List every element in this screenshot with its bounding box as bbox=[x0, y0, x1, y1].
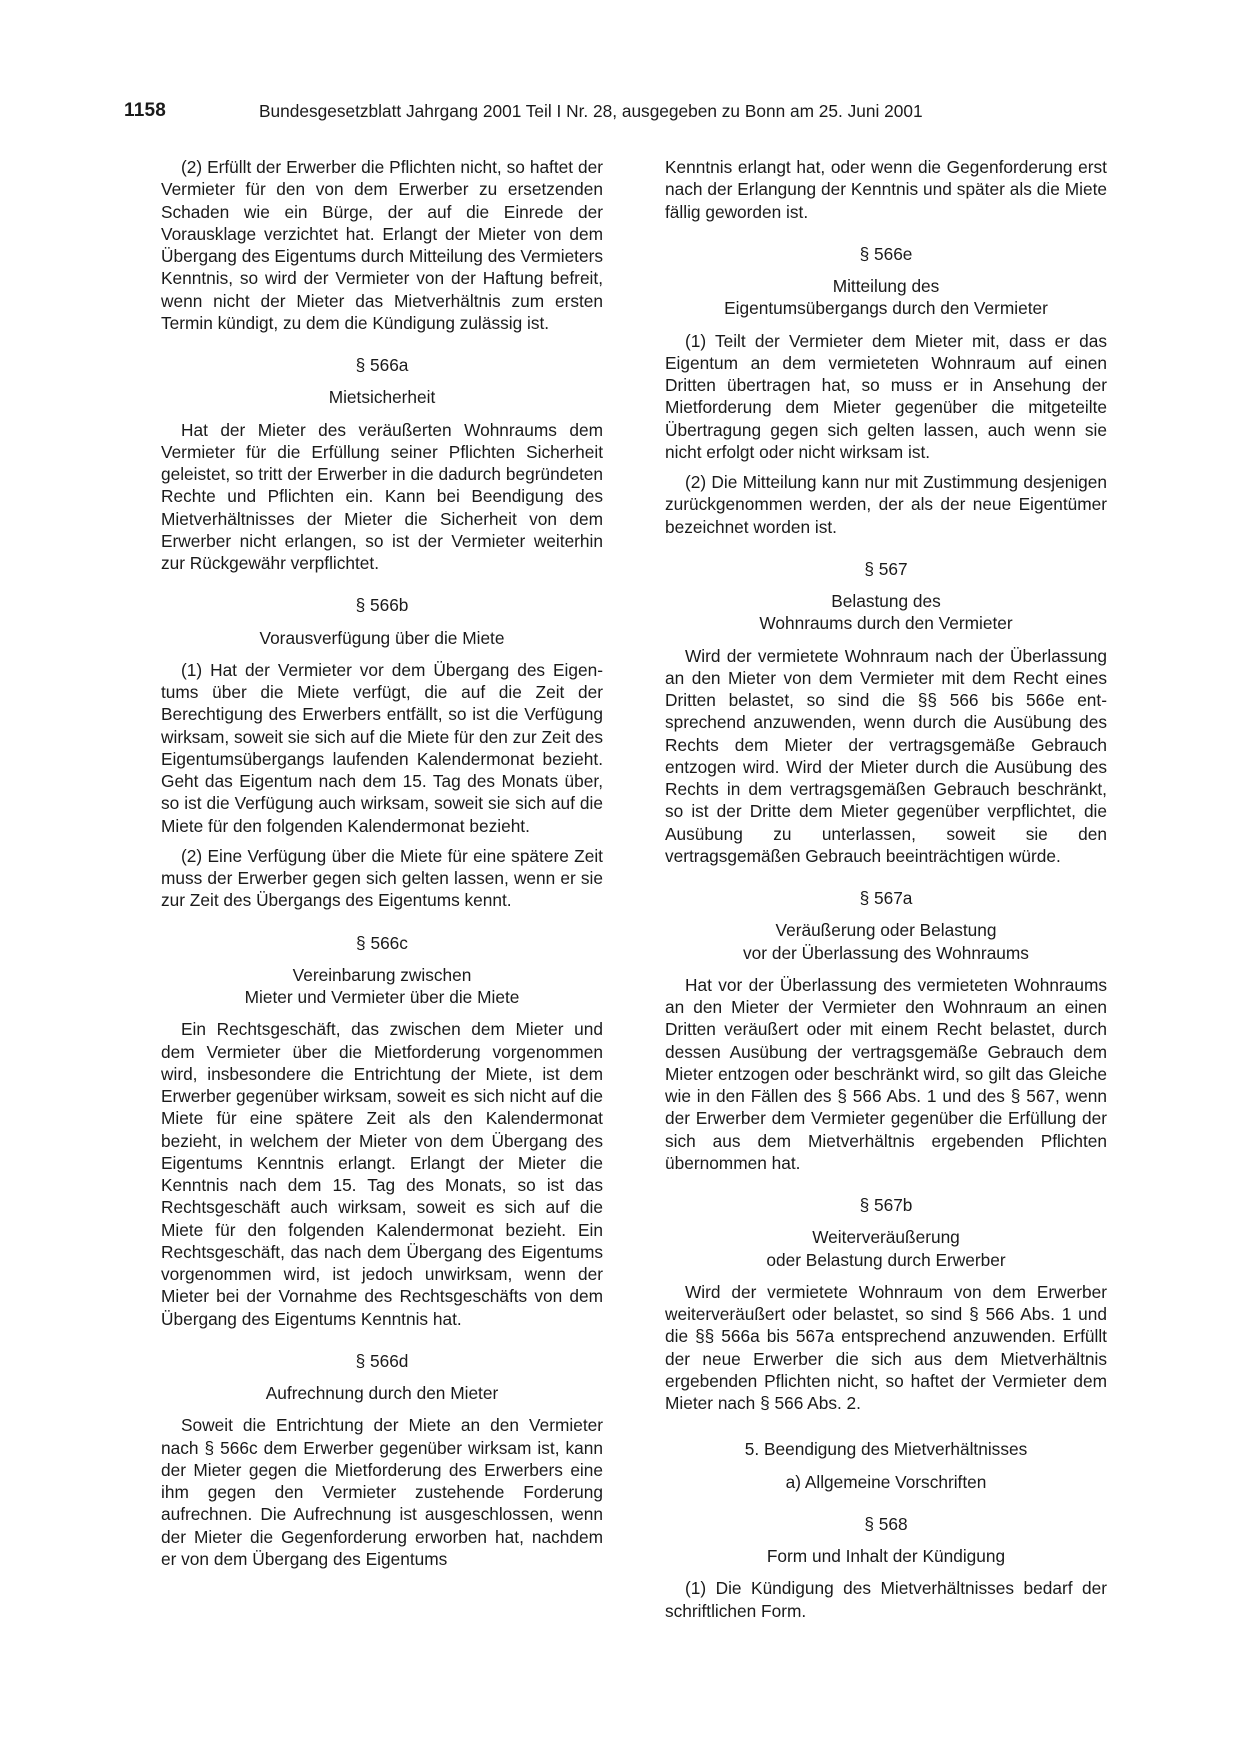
section-567a-number: § 567a bbox=[859, 888, 913, 908]
section-567-number: § 567 bbox=[864, 558, 908, 579]
section-567-title-line-1: Belastung des bbox=[831, 591, 941, 611]
section-566b-title: Vorausverfügung über die Miete bbox=[259, 627, 505, 648]
section-566c-title-line-2: Mieter und Vermieter über die Miete bbox=[244, 987, 520, 1007]
section-566e-title-line-1: Mitteilung des bbox=[832, 276, 940, 296]
section-567b-title bbox=[665, 1226, 1107, 1271]
section-566b-number: § 566b bbox=[355, 595, 409, 616]
section-566a-text: Hat der Mieter des veräußerten Wohnraums dem Vermieter für die Erfüllung seiner Pflichten Sicherheit geleistet, so tritt der Erwerber in die dadurch begründeten Rechte und Pflichten ein. Kann bei Beendigung des Mietverhältnisses der Mieter die Sicherheit von dem Erwerber nicht erlangen, so ist der Vermieter weiterhin zur Rückgewähr verpflichtet. bbox=[161, 419, 603, 573]
section-566e-title bbox=[665, 275, 1107, 320]
section-567a-title-line-1: Veräußerung oder Belastung bbox=[775, 920, 997, 941]
left-column bbox=[161, 156, 603, 1578]
section-567b-number: § 567b bbox=[859, 1195, 913, 1215]
section-567a-title-line-2: vor der Überlassung des Wohnraums bbox=[743, 942, 1029, 963]
section-566e-title-line-2: Eigentumsübergangs durch den Vermieter bbox=[724, 298, 1048, 319]
section-566d-number: § 566d bbox=[355, 1350, 409, 1371]
section-567-title bbox=[665, 590, 1107, 635]
section-568-title: Form und Inhalt der Kündigung bbox=[766, 1546, 1006, 1566]
section-566d-text-continued: Kenntnis erlangt hat, oder wenn die Gegenforderung erst nach der Erlangung der Kenntnis und später als die Miete fällig geworden ist. bbox=[665, 157, 1107, 222]
section-566e-paragraph-2: (2) Die Mitteilung kann nur mit Zustimmung desjenigen zurückgenommen werden, der als der neue Eigentümer bezeichnet worden ist. bbox=[665, 472, 1107, 537]
section-567b-title-line-1: Weiterveräußerung bbox=[812, 1227, 960, 1248]
page-number: 1158 bbox=[124, 100, 167, 121]
section-566c-title-line-1: Vereinbarung zwischen bbox=[292, 964, 472, 985]
section-566b-paragraph-2: (2) Eine Verfügung über die Miete für eine spätere Zeit muss der Erwerber gegen sich gelten lassen, wenn er sie zur Zeit des Übergangs des Eigentums kennt. bbox=[161, 845, 603, 911]
section-567a-title bbox=[665, 919, 1107, 964]
section-567-text: Wird der vermietete Wohnraum nach der Überlassung an den Mieter von dem Vermieter mit dem Recht eines Dritten belastet, so sind die §§ 566 bis 566e entsprechend anzuwenden, wenn durch die Ausübung des Rechts dem Mieter der vertragsgemäße Gebrauch entzogen wird. Wird der Mieter durch die Ausübung des Rechts in dem vertragsgemäßen Gebrauch beschränkt, so ist der Dritte dem Mieter gegenüber verpflichtet, die Ausübung zu unterlassen, soweit sie den vertragsgemäßen Gebrauch beeinträchtigen würde. bbox=[665, 645, 1107, 866]
section-567a-text: Hat vor der Überlassung des vermieteten Wohnraums an den Mieter der Vermieter den Wohnraum an einen Dritten veräußert oder mit einem Recht belastet, durch dessen Ausübung der vertragsgemäße Gebrauch dem Mieter entzogen oder beschränkt wird, so gilt das Gleiche wie in den Fällen des § 566 Abs. 1 und des § 567, wenn der Erwerber dem Vermieter gegenüber die Erfüllung der sich aus dem Mietverhältnis ergebenden Pflichten übernommen hat. bbox=[665, 974, 1107, 1173]
section-567b-text: Wird der vermietete Wohnraum von dem Erwerber weiterveräußert oder belastet, so sind § 566 Abs. 1 und die §§ 566a bis 567a entsprechend anzuwenden. Erfüllt der neue Erwerber die sich aus dem Mietverhältnis ergebenden Pflichten nicht, so haftet der Vermieter dem Mieter nach § 566 Abs. 2. bbox=[665, 1281, 1107, 1413]
paragraph-566-2: (2) Erfüllt der Erwerber die Pflichten nicht, so haftet der Vermieter für den von dem Erwerber zu ersetzenden Schaden wie ein Bürge, der auf die Einrede der Vorausklage verzichtet hat. Erlangt der Mieter von dem Übergang des Eigentums durch Mitteilung des Vermieters Kenntnis, so wird der Vermieter von der Haftung befreit, wenn nicht der Mieter das Mietverhältnis zum ersten Termin kündigt, zu dem die Kündigung zulässig ist. bbox=[161, 157, 603, 333]
section-566c-title bbox=[161, 964, 603, 1009]
section-567b-title-line-2: oder Belastung durch Erwerber bbox=[766, 1249, 1006, 1270]
section-566a-title: Mietsicherheit bbox=[328, 387, 436, 408]
section-566d-text: Soweit die Entrichtung der Miete an den Vermieter nach § 566c dem Erwerber gegenüber wirksam ist, kann der Mieter gegen die Mietforderung des Erwerbers eine ihm gegen den Vermieter zustehende Forderung aufrechnen. Die Aufrechnung ist ausgeschlossen, wenn der Mieter die Gegenforderung erworben hat, nachdem er von dem Übergang des Eigentums bbox=[161, 1415, 603, 1569]
section-568-number: § 568 bbox=[864, 1513, 908, 1534]
right-column bbox=[665, 156, 1107, 1630]
chapter-heading: 5. Beendigung des Mietverhältnisses bbox=[744, 1439, 1028, 1460]
section-566b-paragraph-1: (1) Hat der Vermieter vor dem Übergang des Eigentums über die Miete verfügt, die auf die Zeit der Berechtigung des Erwerbers entfällt, so ist die Verfügung wirksam, soweit sie sich auf die Miete für den zur Zeit des Eigentumsübergangs laufenden Kalendermonat bezieht. Geht das Eigentum nach dem 15. Tag des Monats über, so ist die Verfügung auch wirksam, soweit sie sich auf die Miete für den folgenden Kalendermonat bezieht. bbox=[161, 659, 603, 836]
running-head: Bundesgesetzblatt Jahrgang 2001 Teil I Nr. 28, ausgegeben zu Bonn am 25. Juni 2001 bbox=[259, 101, 923, 121]
section-566c-text: Ein Rechtsgeschäft, das zwischen dem Mieter und dem Vermieter über die Mietforderung vorgenommen wird, insbesondere die Entrichtung der Miete, ist dem Erwerber gegenüber wirksam, soweit es sich nicht auf die Miete für eine spätere Zeit als den Kalendermonat bezieht, in welchem der Mieter von dem Übergang des Eigentums Kenntnis erlangt. Erlangt der Mieter die Kenntnis nach dem 15. Tag des Monats, so ist das Rechtsgeschäft auch wirksam, soweit es sich auf die Miete für den folgenden Kalendermonat bezieht. Ein Rechtsgeschäft, das nach dem Übergang des Eigentums vorgenommen wird, ist jedoch unwirksam, wenn der Mieter bei der Vornahme des Rechtsgeschäfts von dem Übergang des Eigentums Kenntnis hat. bbox=[161, 1019, 603, 1329]
subchapter-heading: a) Allgemeine Vorschriften bbox=[785, 1471, 987, 1492]
section-566a-number: § 566a bbox=[355, 355, 409, 375]
page-header bbox=[124, 100, 1118, 126]
section-566e-number: § 566e bbox=[859, 243, 913, 264]
section-568-paragraph-1: (1) Die Kündigung des Mietverhältnisses bedarf der schriftlichen Form. bbox=[665, 1578, 1107, 1621]
section-567-title-line-2: Wohnraums durch den Vermieter bbox=[759, 613, 1013, 634]
section-566e-paragraph-1: (1) Teilt der Vermieter dem Mieter mit, dass er das Eigentum an dem vermieteten Wohnraum auf einen Dritten übertragen hat, so muss er in Ansehung der Mietforderung dem Mieter gegenüber die mitgeteilte Übertragung gegen sich gelten lassen, auch wenn sie nicht erfolgt oder nicht wirksam ist. bbox=[665, 330, 1107, 462]
section-566c-number: § 566c bbox=[356, 932, 408, 953]
section-566d-title: Aufrechnung durch den Mieter bbox=[265, 1383, 499, 1403]
